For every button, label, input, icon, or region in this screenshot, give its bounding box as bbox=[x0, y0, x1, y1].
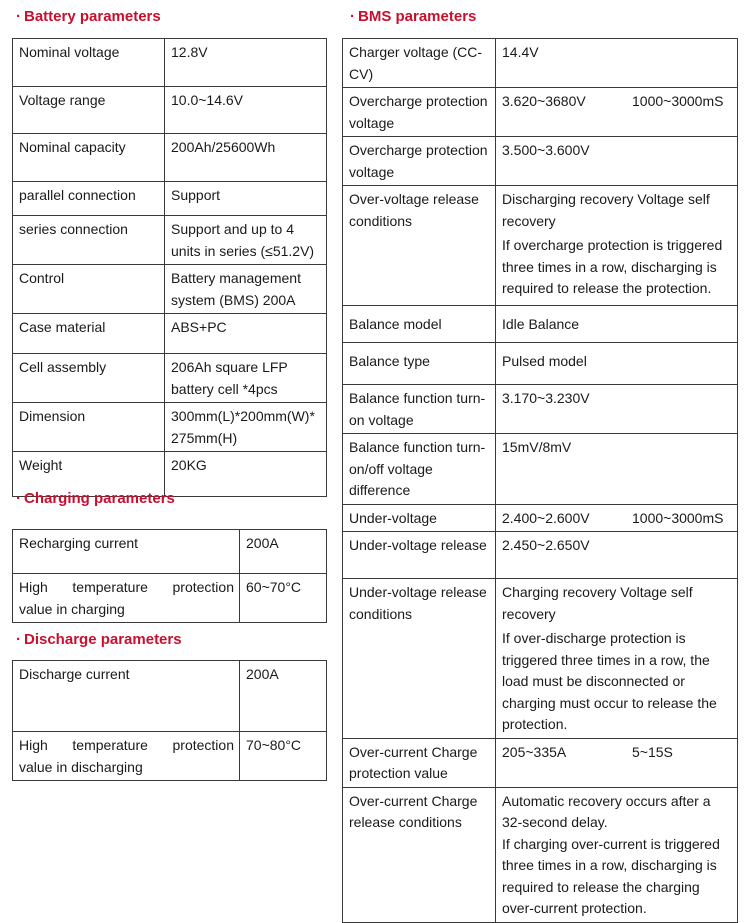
table-row bbox=[13, 134, 327, 182]
battery-table bbox=[12, 38, 327, 497]
param-label: Discharge current bbox=[13, 661, 240, 732]
param-label: Nominal capacity bbox=[13, 134, 165, 182]
table-row bbox=[343, 434, 738, 505]
param-value: Idle Balance bbox=[496, 306, 738, 343]
param-value: Support bbox=[165, 182, 327, 216]
table-row bbox=[13, 87, 327, 134]
table-row bbox=[13, 216, 327, 265]
param-label: Weight bbox=[13, 452, 165, 497]
param-label: Under-voltage release conditions bbox=[343, 579, 496, 739]
param-value: 14.4V bbox=[496, 39, 738, 88]
table-row bbox=[343, 186, 738, 306]
param-value: 15mV/8mV bbox=[496, 434, 738, 505]
discharge-section-title: · Discharge parameters bbox=[16, 631, 182, 648]
param-label: Overcharge protection voltage bbox=[343, 88, 496, 137]
table-row bbox=[13, 403, 327, 452]
table-row bbox=[13, 39, 327, 87]
param-note: If over-discharge protection is triggered three times in a row, the load must be disconnected or charging must occur to release the protection. bbox=[502, 630, 717, 732]
param-label: Balance function turn-on voltage bbox=[343, 385, 496, 434]
param-label: Under-voltage release bbox=[343, 532, 496, 579]
battery-section-title: · Battery parameters bbox=[16, 8, 161, 25]
param-value: 200A bbox=[240, 530, 327, 574]
param-label: Control bbox=[13, 265, 165, 314]
table-row bbox=[343, 738, 738, 787]
param-label: Case material bbox=[13, 314, 165, 354]
param-label: Overcharge protection voltage bbox=[343, 137, 496, 186]
bullet-dot: · bbox=[16, 631, 21, 648]
param-label: Balance type bbox=[343, 343, 496, 385]
param-value: 205~335A 5~15S bbox=[496, 738, 738, 787]
param-value: Automatic recovery occurs after a 32-second delay. If charging over-current is triggered three times in a row, discharging is required to release the charging over-current protection. bbox=[496, 787, 738, 922]
param-value: 3.620~3680V 1000~3000mS bbox=[496, 88, 738, 137]
table-row bbox=[343, 579, 738, 739]
param-label: series connection bbox=[13, 216, 165, 265]
table-row bbox=[343, 532, 738, 579]
param-value: 300mm(L)*200mm(W)* 275mm(H) bbox=[165, 403, 327, 452]
table-row bbox=[13, 182, 327, 216]
param-label: Recharging current bbox=[13, 530, 240, 574]
table-row bbox=[13, 574, 327, 623]
param-label: High temperature protection value in charging bbox=[13, 574, 240, 623]
param-value: 70~80°C bbox=[240, 732, 327, 781]
param-label: Balance function turn-on/off voltage difference bbox=[343, 434, 496, 505]
table-row bbox=[343, 137, 738, 186]
param-value: 12.8V bbox=[165, 39, 327, 87]
bullet-dot: · bbox=[16, 490, 21, 507]
table-row bbox=[343, 39, 738, 88]
table-row bbox=[13, 732, 327, 781]
param-value: 200A bbox=[240, 661, 327, 732]
bms-table bbox=[342, 38, 738, 923]
param-note: If overcharge protection is triggered three times in a row, discharging is required to release the protection. bbox=[502, 237, 723, 296]
param-value: Support and up to 4 units in series (≤51.2V) bbox=[165, 216, 327, 265]
param-value: 206Ah square LFP battery cell *4pcs bbox=[165, 354, 327, 403]
param-label: Nominal voltage bbox=[13, 39, 165, 87]
bullet-dot: · bbox=[16, 8, 21, 25]
discharge-table bbox=[12, 660, 327, 781]
param-label: Under-voltage bbox=[343, 504, 496, 532]
table-row bbox=[13, 354, 327, 403]
param-value: ABS+PC bbox=[165, 314, 327, 354]
param-label: Charger voltage (CC-CV) bbox=[343, 39, 496, 88]
bullet-dot: · bbox=[350, 8, 355, 25]
bms-section-title: · BMS parameters bbox=[350, 8, 477, 25]
param-value: Discharging recovery Voltage self recovery If overcharge protection is triggered three times in a row, discharging is required to release the protection. bbox=[496, 186, 738, 306]
param-label: Dimension bbox=[13, 403, 165, 452]
param-value: Pulsed model bbox=[496, 343, 738, 385]
charging-section-title: · Charging parameters bbox=[16, 490, 175, 507]
param-value: 2.400~2.600V 1000~3000mS bbox=[496, 504, 738, 532]
param-label: Over-current Charge release conditions bbox=[343, 787, 496, 922]
param-value: 20KG bbox=[165, 452, 327, 497]
param-label: Cell assembly bbox=[13, 354, 165, 403]
table-row bbox=[13, 265, 327, 314]
table-row bbox=[13, 530, 327, 574]
param-label: Balance model bbox=[343, 306, 496, 343]
param-value: 3.170~3.230V bbox=[496, 385, 738, 434]
table-row bbox=[343, 306, 738, 343]
param-value: Battery management system (BMS) 200A bbox=[165, 265, 327, 314]
table-row bbox=[343, 385, 738, 434]
param-label: parallel connection bbox=[13, 182, 165, 216]
table-row bbox=[13, 314, 327, 354]
param-value: 2.450~2.650V bbox=[496, 532, 738, 579]
table-row bbox=[343, 343, 738, 385]
table-row bbox=[343, 88, 738, 137]
param-value: 3.500~3.600V bbox=[496, 137, 738, 186]
param-note: If charging over-current is triggered three times in a row, discharging is required to release the charging over-current protection. bbox=[502, 835, 720, 916]
table-row bbox=[13, 661, 327, 732]
table-row bbox=[343, 787, 738, 922]
param-label: Voltage range bbox=[13, 87, 165, 134]
charging-table bbox=[12, 529, 327, 623]
table-row bbox=[343, 504, 738, 532]
param-label: Over-current Charge protection value bbox=[343, 738, 496, 787]
param-label: Over-voltage release conditions bbox=[343, 186, 496, 306]
param-value: 10.0~14.6V bbox=[165, 87, 327, 134]
param-value: 200Ah/25600Wh bbox=[165, 134, 327, 182]
param-value: 60~70°C bbox=[240, 574, 327, 623]
param-label: High temperature protection value in discharging bbox=[13, 732, 240, 781]
param-value: Charging recovery Voltage self recovery If over-discharge protection is triggered three times in a row, the load must be disconnected or charging must occur to release the protection. bbox=[496, 579, 738, 739]
